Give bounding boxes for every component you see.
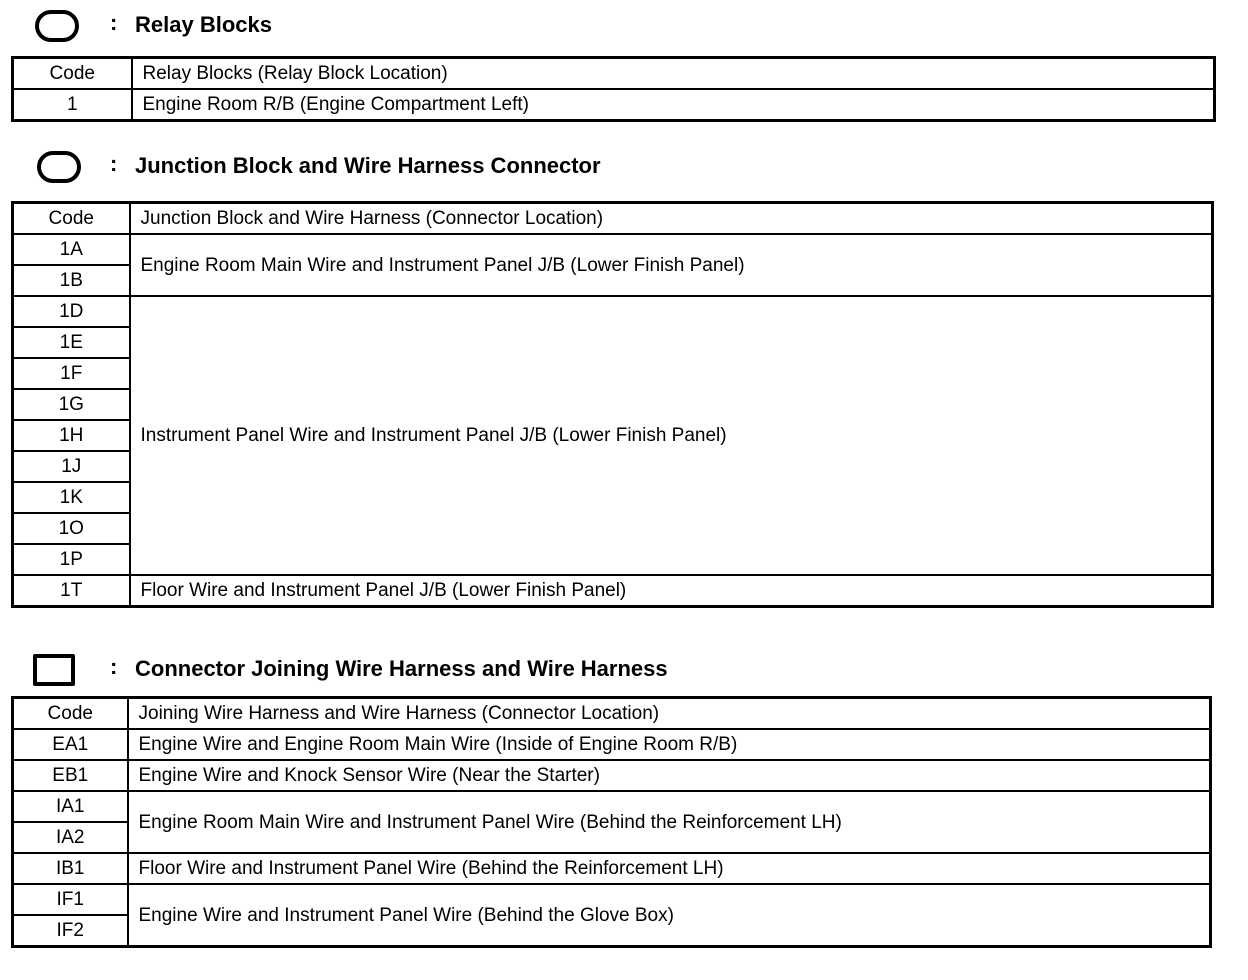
location-cell: Engine Wire and Instrument Panel Wire (Behind the Glove Box) <box>128 884 1211 947</box>
code-cell: 1P <box>13 544 130 575</box>
code-cell: EA1 <box>13 729 128 760</box>
code-cell: 1K <box>13 482 130 513</box>
code-cell: 1H <box>13 420 130 451</box>
code-cell: 1G <box>13 389 130 420</box>
code-cell: 1A <box>13 234 130 265</box>
table-row <box>13 760 1211 791</box>
code-cell: IF2 <box>13 915 128 947</box>
code-header: Code <box>13 58 132 90</box>
table-row <box>13 853 1211 884</box>
connector-joining-title: Connector Joining Wire Harness and Wire Harness <box>135 656 668 681</box>
table-row <box>13 89 1215 121</box>
table-header-row <box>13 203 1213 235</box>
table-row <box>13 296 1213 327</box>
location-cell: Engine Room Main Wire and Instrument Panel J/B (Lower Finish Panel) <box>130 234 1213 296</box>
table-row <box>13 575 1213 607</box>
code-cell: 1B <box>13 265 130 296</box>
code-cell: IF1 <box>13 884 128 915</box>
location-cell: Engine Room R/B (Engine Compartment Left) <box>132 89 1215 121</box>
heading-colon: : <box>110 10 118 35</box>
code-cell: 1T <box>13 575 130 607</box>
relay-block-symbol-icon <box>35 10 79 42</box>
code-cell: 1O <box>13 513 130 544</box>
heading-colon: : <box>110 654 118 679</box>
code-cell: 1F <box>13 358 130 389</box>
location-cell: Engine Wire and Engine Room Main Wire (Inside of Engine Room R/B) <box>128 729 1211 760</box>
code-header: Code <box>13 698 128 730</box>
location-cell: Engine Room Main Wire and Instrument Panel Wire (Behind the Reinforcement LH) <box>128 791 1211 853</box>
location-cell: Floor Wire and Instrument Panel Wire (Behind the Reinforcement LH) <box>128 853 1211 884</box>
table-row <box>13 729 1211 760</box>
relay-blocks-table <box>11 56 1216 122</box>
table-header-row <box>13 58 1215 90</box>
relay-blocks-title: Relay Blocks <box>135 12 272 37</box>
location-cell: Floor Wire and Instrument Panel J/B (Lower Finish Panel) <box>130 575 1213 607</box>
location-header: Relay Blocks (Relay Block Location) <box>132 58 1215 90</box>
table-row <box>13 234 1213 265</box>
table-header-row <box>13 698 1211 730</box>
connector-symbol-icon <box>33 654 75 686</box>
junction-block-symbol-icon <box>37 151 81 183</box>
table-row <box>13 791 1211 822</box>
junction-block-table <box>11 201 1214 608</box>
location-header: Junction Block and Wire Harness (Connector Location) <box>130 203 1213 235</box>
code-cell: IA2 <box>13 822 128 853</box>
connector-joining-table <box>11 696 1212 948</box>
heading-colon: : <box>110 151 118 176</box>
code-cell: 1E <box>13 327 130 358</box>
table-row <box>13 884 1211 915</box>
code-cell: IA1 <box>13 791 128 822</box>
code-header: Code <box>13 203 130 235</box>
location-cell: Instrument Panel Wire and Instrument Panel J/B (Lower Finish Panel) <box>130 296 1213 575</box>
code-cell: 1J <box>13 451 130 482</box>
location-cell: Engine Wire and Knock Sensor Wire (Near the Starter) <box>128 760 1211 791</box>
code-cell: EB1 <box>13 760 128 791</box>
code-cell: 1 <box>13 89 132 121</box>
code-cell: IB1 <box>13 853 128 884</box>
location-header: Joining Wire Harness and Wire Harness (Connector Location) <box>128 698 1211 730</box>
junction-block-title: Junction Block and Wire Harness Connector <box>135 153 601 178</box>
code-cell: 1D <box>13 296 130 327</box>
